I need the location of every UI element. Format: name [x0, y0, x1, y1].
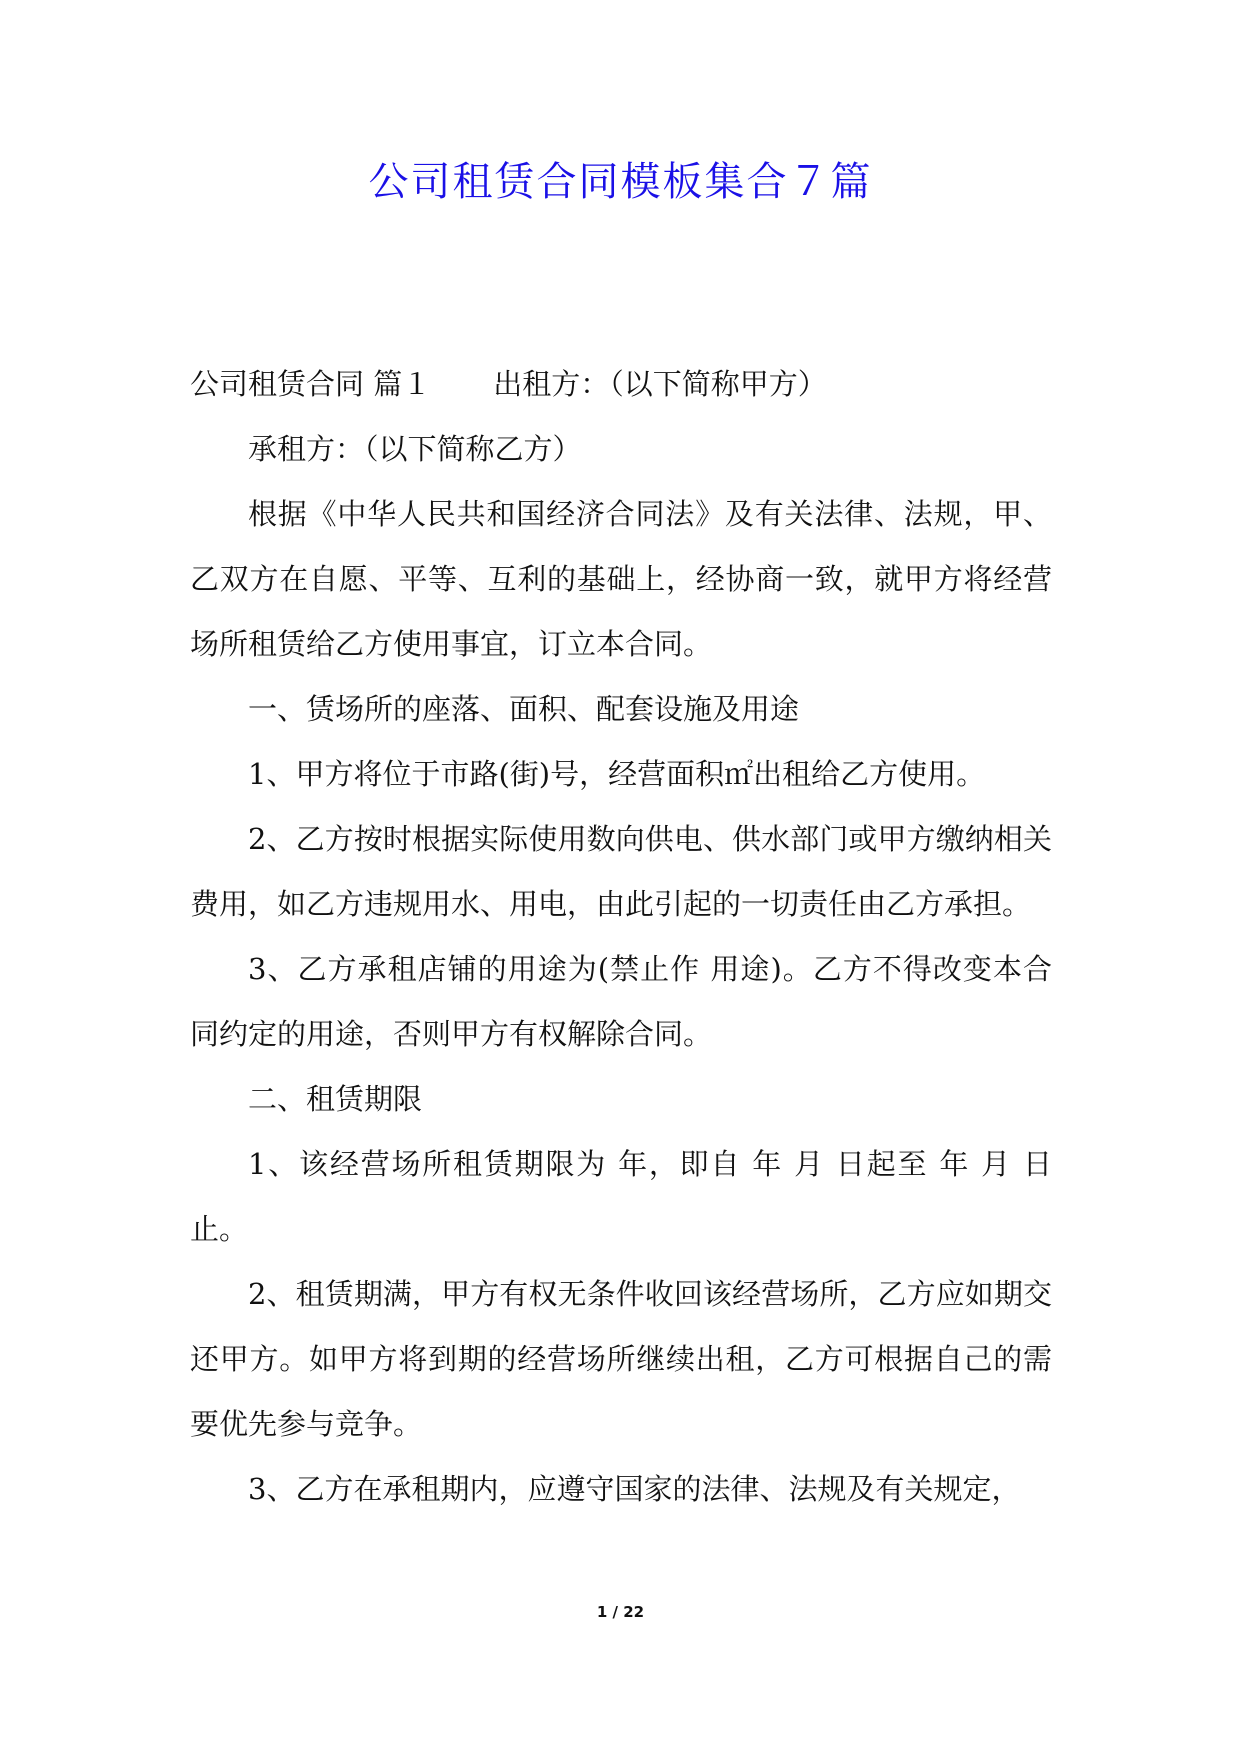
clause-1-3: 3、乙方承租店铺的用途为(禁止作 用途)。乙方不得改变本合同约定的用途，否则甲方有权解除合同。: [190, 952, 1052, 1051]
clause-1-1: 1、甲方将位于市路(街)号，经营面积㎡出租给乙方使用。: [248, 757, 986, 791]
page-number: 1 / 22: [596, 1603, 645, 1621]
paragraph-preamble: 根据《中华人民共和国经济合同法》及有关法律、法规，甲、乙双方在自愿、平等、互利的基础上，经协商一致，就甲方将经营场所租赁给乙方使用事宜，订立本合同。: [190, 497, 1052, 661]
document-title: 公司租赁合同模板集合７篇: [368, 159, 873, 205]
document-body: [190, 352, 1052, 1522]
lessor-line: 出租方：（以下简称甲方）: [493, 367, 827, 401]
clause-2-3: 3、乙方在承租期内，应遵守国家的法律、法规及有关规定，: [248, 1472, 1021, 1506]
clause-2-2: 2、租赁期满，甲方有权无条件收回该经营场所，乙方应如期交还甲方。如甲方将到期的经营场所继续出租，乙方可根据自己的需要优先参与竞争。: [190, 1277, 1052, 1441]
section-heading-1: 一、赁场所的座落、面积、配套设施及用途: [248, 692, 800, 726]
clause-2-1: 1、该经营场所租赁期限为 年，即自 年 月 日起至 年 月 日止。: [190, 1147, 1052, 1246]
section-heading-2: 二、租赁期限: [248, 1082, 423, 1116]
clause-1-2: 2、乙方按时根据实际使用数向供电、供水部门或甲方缴纳相关费用，如乙方违规用水、用电，由此引起的一切责任由乙方承担。: [190, 822, 1052, 921]
paragraph-lessee: 承租方：（以下简称乙方）: [248, 432, 582, 466]
paragraph-contract-heading: [190, 352, 1052, 417]
contract-heading: 公司租赁合同 篇１: [190, 367, 432, 401]
